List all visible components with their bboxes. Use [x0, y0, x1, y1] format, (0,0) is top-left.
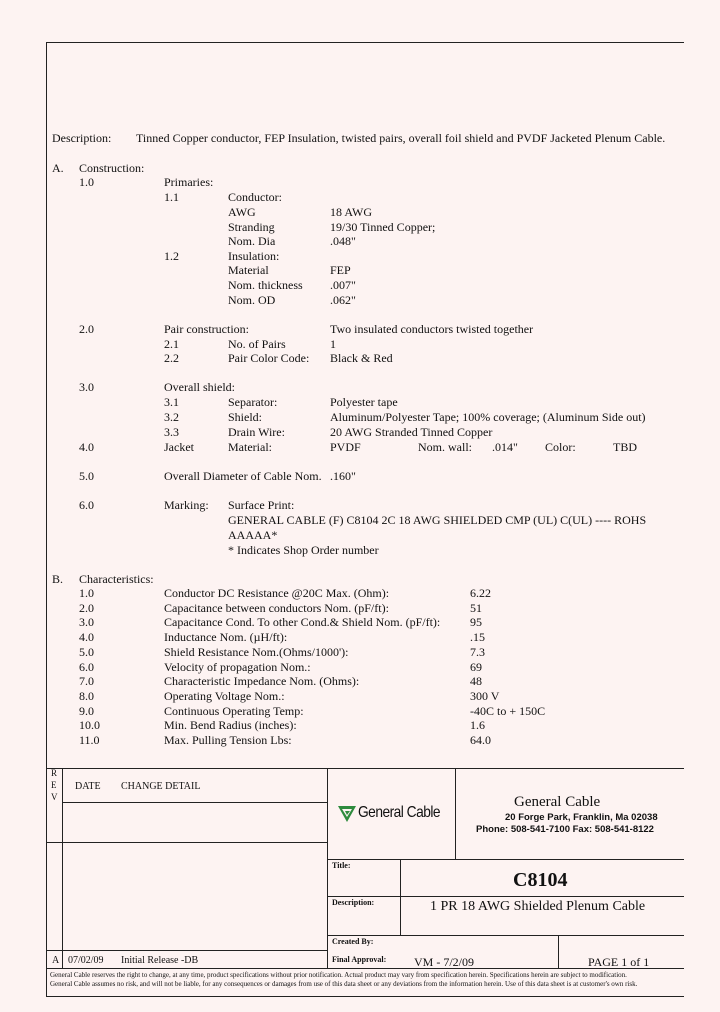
nom-od-label: Nom. OD	[228, 293, 276, 307]
num-2-1: 2.1	[164, 337, 179, 351]
section-b-letter: B.	[52, 572, 64, 586]
overall-diameter-label: Overall Diameter of Cable Nom.	[164, 469, 322, 483]
conductor-label: Conductor:	[228, 190, 282, 204]
char-num: 2.0	[79, 601, 94, 615]
awg-label: AWG	[228, 205, 256, 219]
char-num: 4.0	[79, 630, 94, 644]
num-3-2: 3.2	[164, 410, 179, 424]
shield-label: Shield:	[228, 410, 263, 424]
description-label: Description:	[52, 131, 112, 145]
char-num: 5.0	[79, 645, 94, 659]
jacket-color-label: Color:	[545, 440, 576, 454]
rev-detail: Initial Release -DB	[121, 955, 199, 966]
material-value: FEP	[330, 263, 351, 277]
char-num: 10.0	[79, 718, 100, 732]
thickness-label: Nom. thickness	[228, 278, 303, 292]
overall-shield-label: Overall shield:	[164, 380, 235, 394]
char-value: 51	[470, 601, 482, 615]
jacket-material-label: Material:	[228, 440, 272, 454]
page-number: PAGE 1 of 1	[588, 955, 650, 969]
material-label: Material	[228, 263, 269, 277]
num-6-0: 6.0	[79, 498, 94, 512]
final-approval-label: Final Approval:	[332, 955, 387, 964]
nom-dia-value: .048"	[330, 234, 356, 248]
char-label: Capacitance between conductors Nom. (pF/ft):	[164, 601, 389, 615]
disclaimer-line-1: General Cable reserves the right to change, at any time, product specifications without prior notification. Actual product may vary from specification herein. Specifications herein are subject to modification.	[50, 971, 627, 979]
jacket-wall-label: Nom. wall:	[418, 440, 472, 454]
char-label: Operating Voltage Nom.:	[164, 689, 285, 703]
char-value: 1.6	[470, 718, 485, 732]
section-b-heading: Characteristics:	[79, 572, 154, 586]
section-a-heading: Construction:	[79, 161, 145, 175]
title-value: C8104	[513, 869, 568, 891]
char-label: Conductor DC Resistance @20C Max. (Ohm):	[164, 586, 390, 600]
rev-letter: A	[52, 955, 60, 966]
pairs-value: 1	[330, 337, 336, 351]
section-a-letter: A.	[52, 161, 64, 175]
company-name: General Cable	[514, 794, 601, 810]
logo-mark-icon	[337, 802, 357, 824]
company-address: 20 Forge Park, Franklin, Ma 02038	[505, 812, 658, 823]
left-border	[46, 42, 47, 997]
num-4-0: 4.0	[79, 440, 94, 454]
num-2-2: 2.2	[164, 351, 179, 365]
char-label: Velocity of propagation Nom.:	[164, 660, 311, 674]
awg-value: 18 AWG	[330, 205, 373, 219]
pair-construction-label: Pair construction:	[164, 322, 249, 336]
thickness-value: .007"	[330, 278, 356, 292]
shield-value: Aluminum/Polyester Tape; 100% coverage; (Aluminum Side out)	[330, 410, 646, 424]
surface-print-label: Surface Print:	[228, 498, 295, 512]
char-label: Inductance Nom. (µH/ft):	[164, 630, 288, 644]
char-value: 64.0	[470, 733, 491, 747]
stranding-value: 19/30 Tinned Copper;	[330, 220, 436, 234]
title-label: Title:	[332, 861, 351, 870]
drain-wire-label: Drain Wire:	[228, 425, 285, 439]
char-value: .15	[470, 630, 485, 644]
general-cable-logo	[337, 800, 449, 826]
pairs-label: No. of Pairs	[228, 337, 286, 351]
drain-wire-value: 20 AWG Stranded Tinned Copper	[330, 425, 493, 439]
char-num: 11.0	[79, 733, 100, 747]
char-label: Characteristic Impedance Nom. (Ohms):	[164, 674, 360, 688]
change-detail-header: CHANGE DETAIL	[121, 781, 201, 792]
marking-text: GENERAL CABLE (F) C8104 2C 18 AWG SHIELDED CMP (UL) C(UL) ---- ROHS	[228, 513, 647, 527]
char-label: Max. Pulling Tension Lbs:	[164, 733, 292, 747]
char-label: Continuous Operating Temp:	[164, 704, 304, 718]
char-num: 7.0	[79, 674, 94, 688]
char-label: Capacitance Cond. To other Cond.& Shield Nom. (pF/ft):	[164, 615, 441, 629]
stranding-label: Stranding	[228, 220, 275, 234]
nom-dia-label: Nom. Dia	[228, 234, 276, 248]
disclaimer-line-2: General Cable assumes no risk, and will not be liable, for any consequences or damages from use of this data sheet or any deviations from the information herein. Use of this data sheet is at customer's own risk.	[50, 980, 638, 988]
char-value: -40C to + 150C	[470, 704, 546, 718]
marking-label: Marking:	[164, 498, 209, 512]
tb-description-label: Description:	[332, 898, 375, 907]
description-text: Tinned Copper conductor, FEP Insulation, twisted pairs, overall foil shield and PVDF Jacketed Plenum Cable.	[136, 131, 666, 145]
jacket-material-value: PVDF	[330, 440, 361, 454]
num-2-0: 2.0	[79, 322, 94, 336]
nom-od-value: .062"	[330, 293, 356, 307]
separator-value: Polyester tape	[330, 395, 398, 409]
company-phone: Phone: 508-541-7100 Fax: 508-541-8122	[476, 824, 654, 835]
char-value: 48	[470, 674, 482, 688]
char-num: 3.0	[79, 615, 94, 629]
date-header: DATE	[75, 781, 101, 792]
created-by-label: Created By:	[332, 937, 374, 946]
char-num: 9.0	[79, 704, 94, 718]
num-1-0: 1.0	[79, 175, 94, 189]
char-value: 300 V	[470, 689, 500, 703]
marking-note: * Indicates Shop Order number	[228, 543, 379, 557]
num-3-0: 3.0	[79, 380, 94, 394]
jacket-color-value: TBD	[613, 440, 637, 454]
char-num: 6.0	[79, 660, 94, 674]
rev-v: V	[51, 792, 58, 802]
jacket-wall-value: .014"	[492, 440, 518, 454]
color-code-value: Black & Red	[330, 351, 393, 365]
char-num: 8.0	[79, 689, 94, 703]
char-label: Shield Resistance Nom.(Ohms/1000'):	[164, 645, 349, 659]
rev-e: E	[51, 780, 57, 790]
num-3-3: 3.3	[164, 425, 179, 439]
separator-label: Separator:	[228, 395, 278, 409]
overall-diameter-value: .160"	[330, 469, 356, 483]
final-approval-value: VM - 7/2/09	[414, 955, 474, 969]
insulation-label: Insulation:	[228, 249, 280, 263]
tb-description-value: 1 PR 18 AWG Shielded Plenum Cable	[430, 899, 646, 914]
char-value: 6.22	[470, 586, 491, 600]
num-3-1: 3.1	[164, 395, 179, 409]
char-value: 7.3	[470, 645, 485, 659]
marking-suffix: AAAAA*	[228, 528, 278, 542]
char-value: 95	[470, 615, 482, 629]
pair-construction-value: Two insulated conductors twisted together	[330, 322, 534, 336]
jacket-label: Jacket	[164, 440, 194, 454]
num-1-1: 1.1	[164, 190, 179, 204]
top-border	[46, 42, 684, 43]
num-1-2: 1.2	[164, 249, 179, 263]
rev-date: 07/02/09	[68, 955, 104, 966]
color-code-label: Pair Color Code:	[228, 351, 310, 365]
logo-text: General Cable	[358, 804, 441, 821]
rev-r: R	[51, 768, 58, 778]
char-value: 69	[470, 660, 482, 674]
num-5-0: 5.0	[79, 469, 94, 483]
char-label: Min. Bend Radius (inches):	[164, 718, 297, 732]
primaries-label: Primaries:	[164, 175, 214, 189]
char-num: 1.0	[79, 586, 94, 600]
